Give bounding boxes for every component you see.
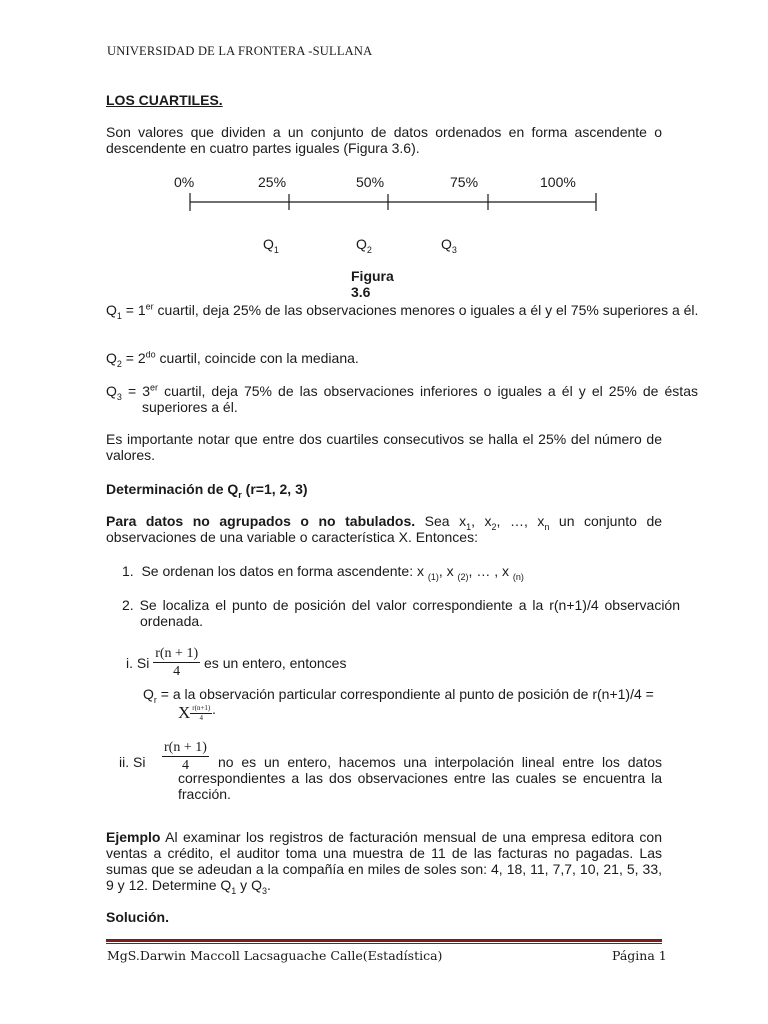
footer-rule	[106, 939, 662, 942]
percent-label: 75%	[450, 174, 479, 190]
solution-heading: Solución.	[106, 909, 169, 925]
footer-page-number: Página 1	[612, 948, 667, 963]
footer-author: MgS.Darwin Maccoll Lacsaguache Calle(Estadística)	[107, 948, 443, 963]
footer-rule-thin	[106, 943, 662, 944]
percent-label: 50%	[356, 174, 385, 190]
q-label: $Q_1$	[263, 236, 279, 255]
note-paragraph: Es importante notar que entre dos cuartiles consecutivos se halla el 25% del número de valores.	[106, 431, 662, 463]
percent-label: 0%	[174, 174, 195, 190]
ungrouped-paragraph: Para datos no agrupados o no tabulados. Sea $x_1$, $x_2$, …, $x_n$ un conjunto de observaciones de una variable o característica X. Entonces:	[106, 513, 663, 545]
percent-label: 100%	[540, 174, 576, 190]
determination-heading: Determinación de $Q_r$ (r=1, 2, 3)	[106, 481, 308, 500]
figure-caption: Figura 3.6	[351, 268, 394, 300]
q-label: $Q_3$	[441, 236, 457, 255]
section-title: LOS CUARTILES.	[106, 92, 223, 108]
definition-q3: $Q_3 = 3er$ cuartil, deja 75% de las observaciones inferiores o iguales a él y el 25% de éstas superiores a él.	[106, 382, 698, 415]
quartile-scale-line	[180, 190, 610, 220]
definition-q1: $Q_1 = 1er$ cuartil, deja 25% de las observaciones menores o iguales a él y el 75% superiores a él.	[106, 301, 699, 321]
intro-paragraph: Son valores que dividen a un conjunto de datos ordenados en forma ascendente o descendente en cuatro partes iguales (Figura 3.6).	[106, 124, 662, 156]
q-label: $Q_2$	[356, 236, 372, 255]
example-paragraph: Ejemplo Al examinar los registros de facturación mensual de una empresa editora con ventas a crédito, el auditor toma una muestra de 11 de las facturas no pagadas. Las sumas que se adeudan a la compañía en miles de soles son: 4, 18, 11, 7,7, 10, 21, 5, 33, 9 y 12. Determine $Q_1$ y $Q_3$.	[106, 829, 662, 896]
fraction-r-n1-4: $\frac{r(n + 1)}{4}$	[164, 740, 207, 773]
case-ii-label: ii. Si	[119, 754, 146, 770]
case-ii-text: no es un entero, hacemos una interpolación lineal entre los datos correspondientes a las dos observaciones entre las cuales se encuentra la fracción.	[178, 754, 662, 802]
step-1: 1. Se ordenan los datos en forma ascendente: x $_{(1)}$, x $_{(2)}$, … , x $_{(n)}$	[122, 563, 524, 582]
page-header: UNIVERSIDAD DE LA FRONTERA -SULLANA	[107, 44, 373, 58]
percent-label: 25%	[258, 174, 287, 190]
step-2: 2. Se localiza el punto de posición del valor correspondiente a la r(n+1)/4 observación ordenada.	[122, 597, 681, 629]
case-i: i. Si $\frac{r(n + 1)}{4}$ es un entero, entonces	[126, 646, 347, 679]
case-i-result: $Q_r = a$ la observación particular correspondiente al punto de posición de r(n+1)/4 =	[143, 686, 654, 705]
x-indexed: X $\frac{r(n+1)}{4}$ .	[178, 703, 216, 722]
definition-q2: $Q_2 = 2^{do}$ cuartil, coincide con la mediana.	[106, 349, 359, 369]
fraction-r-n1-4: $\frac{r(n + 1)}{4}$	[155, 646, 199, 679]
